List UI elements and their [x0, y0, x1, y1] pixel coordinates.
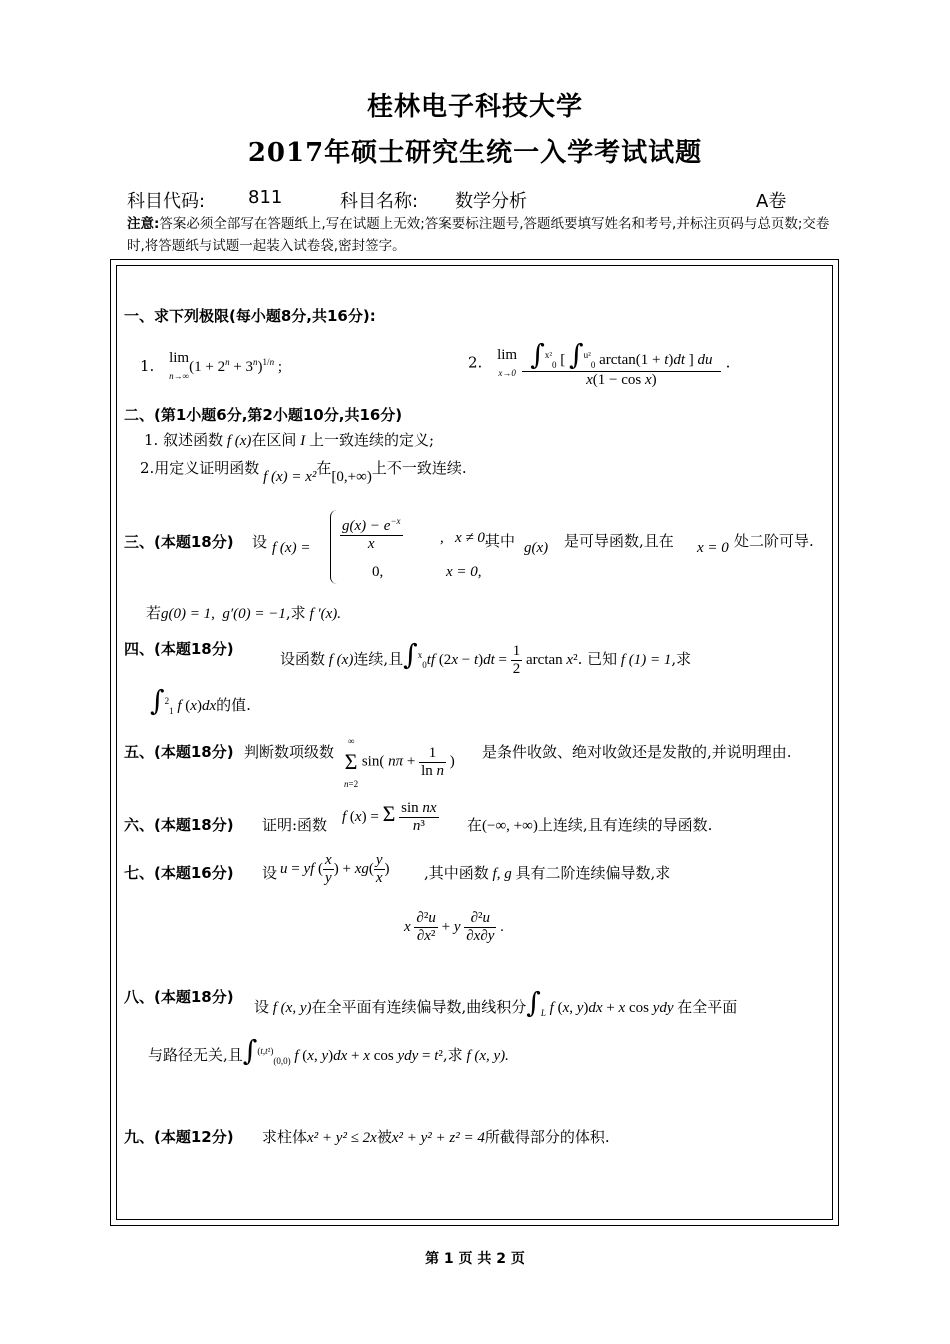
- exam-title: 2017年硕士研究生统一入学考试试题: [247, 138, 703, 168]
- q3-heading: 三、(本题18分): [124, 533, 234, 551]
- q3-initial-values: g(0) = 1, g′(0) = −1: [161, 606, 286, 622]
- q7-definition: u = yf ( $\frac{x}{y}$ ) + xg( $\frac{y}{x}$ ): [280, 852, 390, 886]
- q7-expression: x $\frac{\text{∂²u}}{\text{∂x²}}$ + y $\frac{\text{∂²u}}{\partial x\partial y}$ .: [404, 910, 504, 944]
- q9-heading: 九、(本题12分): [124, 1128, 234, 1146]
- q1-limit-1: lim n→∞: [169, 350, 190, 381]
- q8-line2: 与路径无关,且∫$^{(t,t^2)}_{(0,0)}$ f (x, y)dx + x cos ydy = t²,求 f (x, y).: [148, 1034, 509, 1067]
- q6-conclusion: 在(−∞, +∞)上连续,且有连续的导函数.: [467, 816, 713, 834]
- q2-domain: [0,+∞): [331, 469, 372, 485]
- q4-line1: 设函数 f (x)连续,且∫$^x_0$tf (2x − t)dt = $\frac{1}{2}$ arctan x². 已知 f (1) = 1,求: [280, 638, 692, 678]
- q1-p2-num: 2.: [468, 353, 483, 372]
- q1-fraction: $\frac{\int^{x^2}_0 [ \int^{u^2}_0 \arctan(1 + t)dt ] du}{\text{x(1 − cos x)}}$: [522, 338, 721, 389]
- q9-sphere: x² + y² + z² = 4: [391, 1130, 485, 1146]
- q3-target: f ′(x).: [305, 606, 342, 622]
- q6-interval: (−∞, +∞): [482, 818, 538, 834]
- q4-equation: ∫$^x_0$tf (2x − t)dt = $\frac{1}{2}$ arctan x²: [403, 638, 578, 678]
- q3-case1: $\frac{g(x) - e^{-x}}{x}$: [342, 516, 401, 552]
- subject-name: 数学分析: [455, 191, 527, 212]
- q3-mid2: 是可导函数,且在: [564, 532, 674, 550]
- q2-heading: 二、(第1小题6分,第2小题10分,共16分): [124, 406, 403, 424]
- q3-condition: 若g(0) = 1, g′(0) = −1,求 f ′(x).: [146, 604, 342, 622]
- q3-tail: 处二阶可导.: [734, 532, 814, 550]
- q8-target: f (x, y).: [462, 1048, 509, 1064]
- q4-line2: ∫$^2_1$ f (x)dx的值.: [150, 684, 251, 717]
- q1-p1-num: 1.: [140, 357, 155, 375]
- q8-line1: 设 f (x, y)在全平面有连续偏导数,曲线积分$\int_L$ f (x, y)dx + x cos ydy 在全平面: [254, 986, 738, 1019]
- q4-fx: f (x): [325, 652, 354, 668]
- q2-fx: f (x): [223, 433, 252, 449]
- q3-case2: 0,: [372, 564, 384, 580]
- q9-text: 求柱体x² + y² ≤ 2x被x² + y² + z² = 4所截得部分的体积.: [262, 1128, 610, 1146]
- q3-case2-cond: x = 0,: [446, 564, 482, 580]
- subject-name-label: 科目名称:: [340, 191, 419, 212]
- q2-part1: 1. 叙述函数 f (x)在区间 I 上一致连续的定义;: [144, 431, 434, 449]
- q1-expr-1: $(1 + 2^n + 3^n)^{1/n}$ ;: [189, 357, 282, 375]
- q1-part1: [140, 350, 282, 384]
- q2-function: f (x) = x²: [259, 469, 317, 485]
- q4-integral: ∫$^2_1$ f (x)dx: [150, 684, 217, 717]
- q1-limit-2: lim x→0: [497, 346, 518, 378]
- q7-heading: 七、(本题16分): [124, 864, 234, 882]
- notice-text: 答案必须全部写在答题纸上,写在试题上无效;答案要标注题号,答题纸要填写姓名和考号,并标注页码与总页数;交卷时,将答题纸与试题一起装入试卷袋,密封签字。: [127, 216, 830, 254]
- q7-condition: ,其中函数 f, g 具有二阶连续偏导数,求: [424, 864, 671, 882]
- q8-heading: 八、(本题18分): [124, 988, 234, 1006]
- subject-code-label: 科目代码:: [127, 191, 206, 212]
- q2-interval-i: I: [296, 433, 309, 449]
- q5-series: ∞ Σ n=2 sin( nπ + $\frac{1}{\text{ln n}}$ ): [344, 736, 455, 789]
- q8-equation: ∫$^{(t,t^2)}_{(0,0)}$ f (x, y)dx + x cos ydy = t²: [242, 1034, 443, 1067]
- q7-functions: f, g: [488, 866, 516, 882]
- q8-line-integral: $\int_L$ f (x, y)dx + x cos ydy: [526, 986, 674, 1019]
- q1-heading: 一、求下列极限(每小题8分,共16分):: [124, 307, 376, 325]
- q5-intro: 判断数项级数: [244, 743, 335, 761]
- q6-function: f (x) = Σ $\frac{\text{sin nx}}{\text{n³}}$: [342, 800, 437, 834]
- subject-code: 811: [248, 187, 283, 208]
- page-footer: 第 1 页 共 2 页: [425, 1251, 525, 1267]
- q3-lead: 设: [252, 533, 268, 551]
- q5-question: 是条件收敛、绝对收敛还是发散的,并说明理由.: [482, 743, 792, 761]
- q5-heading: 五、(本题18分): [124, 743, 234, 761]
- paper-version: A卷: [756, 191, 787, 212]
- q7-intro: 设: [262, 864, 278, 882]
- q3-gx: g(x): [524, 540, 549, 556]
- q4-given: f (1) = 1: [617, 652, 672, 668]
- notice: [127, 213, 832, 257]
- notice-label: 注意:: [127, 216, 160, 232]
- q3-case1-cond: , x ≠ 0,: [440, 530, 489, 546]
- q4-heading: 四、(本题18分): [124, 640, 234, 658]
- q8-fxy: f (x, y): [269, 1000, 312, 1016]
- q6-intro: 证明:函数: [262, 816, 328, 834]
- q3-mid: 其中: [485, 532, 516, 550]
- q6-heading: 六、(本题18分): [124, 816, 234, 834]
- q9-cylinder: x² + y² ≤ 2x: [307, 1130, 377, 1146]
- q2-part2: 2.用定义证明函数 f (x) = x²在[0,+∞)上不一致连续.: [140, 459, 467, 485]
- q3-brace: [330, 510, 337, 584]
- q1-part2: 2. lim x→0 $\frac{\int^{x^2}_0 [ \int^{u^2}_0 \arctan(1 + t)dt ] du}{\text{x(1 − cos x)}}$ .: [468, 338, 731, 388]
- q3-fx: f (x) =: [272, 540, 311, 556]
- q3-point: x = 0: [697, 540, 729, 556]
- university-title: 桂林电子科技大学: [366, 92, 583, 122]
